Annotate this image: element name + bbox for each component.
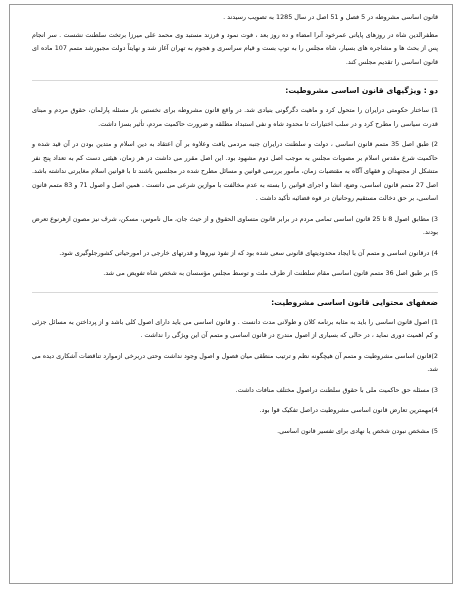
section1-item-4: 4) درقانون اساسی و متمم آن با ایجاد محدودیتهای قانونی سعی شده بود که از نفوذ نیروها و قدرتهای خارجی در امورحیاتی کشورجلوگیری شود. [59,248,438,257]
intro-paragraph-2: مظفرالدین شاه در روزهای پایانی عمرخود آنرا امضاء و ده روز بعد ، فوت نمود و فرزند مستبد وی محمد علی میرزا برتخت سلطنت نشست . سر انجام پس از بحث ها و مشاجره های بسیار، شاه مجلس را به توپ بست و قیام سراسری و هجوم به تهران آغاز شد و نهایتاً دولت مجبورشد متمم 107 ماده ای قانون اساسی را تقدیم مجلس کند. [32,30,438,66]
section1-item-1: 1) ساختار حکومتی درایران را متحول کرد و ماهیت دگرگونی بنیادی شد. در واقع قانون مشروطه برای نخستین بار مسئله پارلمان، حقوق مردم و مبنای قدرت سیاسی را مطرح کرد و در سلب اختیارات تا محدود شاه و نفی استبداد مطلقه و ضرورت حاکمیت مردم، تأثیر بسزا داشت. [32,106,438,128]
section1-item-2: 2) طبق اصل 35 متمم قانون اساسی ، دولت و سلطنت درایران جنبه مردمی یافت وعلاوه بر آن اعتقاد به دین اسلام و متدین بودن در آن قید شده و حاکمیت شرع مقدس اسلام بر مصوبات مجلس به موجب اصل دوم مشهود بود. این اصل مقرر می داشت در هر زمان، هیئتی دست کم به تعداد پنج نفر متشکل از مجتهدان و فقهای آگاه به مقتضیات زمان، مأمور بررسی قوانین و مسائل مطرح شده در مجلسین باشند تا با قوانین اسلام مغایرتی نداشته باشد. اصل 27 متمم قانون اساسی، وضع، انشا و اجرای قوانین را بسته به عدم مخالفت با موازین شرعی می دانست . همین اصل و اصول 71 و 83 متمم قانون اساسی، بر حق دخالت مستقیم روحانیان در قوه قضائیه تأکید داشت . [32,140,439,202]
intro-paragraph-1: قانون اساسی مشروطه در 5 فصل و 51 اصل در سال 1285 به تصویب رسیدند . [223,13,438,21]
document-page [9,4,453,584]
section2-heading: ضعفهای محتوایی قانون اساسی مشروطیت: [271,297,438,307]
section2-item-1: 1) اصول قانون اساسی را باید به مثابه برنامه کلان و طولانی مدت دانست . و قانون اساسی می باید دارای اصول کلی باشد و از پرداختن به مسائل جزئی و کم اهمیت دوری نماید ، در حالی که بسیاری از اصول مندرج در قانون اساسی و متمم آن این ویژگی را نداشت . [32,317,438,339]
section1-heading: دو : ویژگیهای قانون اساسی مشروطیت: [285,86,438,95]
section1-item-3: 3) مطابق اصول 8 تا 25 قانون اساسی تمامی مردم در برابر قانون متساوی الحقوق و از حیث جان، مال ناموس، مسکن، شرف نیز مصون ازهرنوع تعرض بودند. [32,214,438,236]
section2-item-2: 2)قانون اساسی مشروطیت و متمم آن هیچگونه نظم و ترتیب منطقی میان فصول و اصول وجود نداشت وحتی دربرخی ازموارد تناقضات آشکاری دیده می شد. [32,351,438,373]
section2-item-5: 5) مشخص نبودن شخص یا نهادی برای تفسیر قانون اساسی. [277,426,438,435]
section1-item-5: 5) بر طبق اصل 36 متمم قانون اساسی مقام سلطنت از طرف ملت و توسط مجلس مؤسسان به شخص شاه تفویض می شد. [103,269,438,277]
section2-item-4: 4)مهمترین تعارض قانون اساسی مشروطیت دراصل تفکیک قوا بود. [259,406,438,414]
section2-item-3: 3) مسئله حق حاکمیت ملی با حقوق سلطنت دراصول مختلف منافات داشت. [235,385,438,394]
